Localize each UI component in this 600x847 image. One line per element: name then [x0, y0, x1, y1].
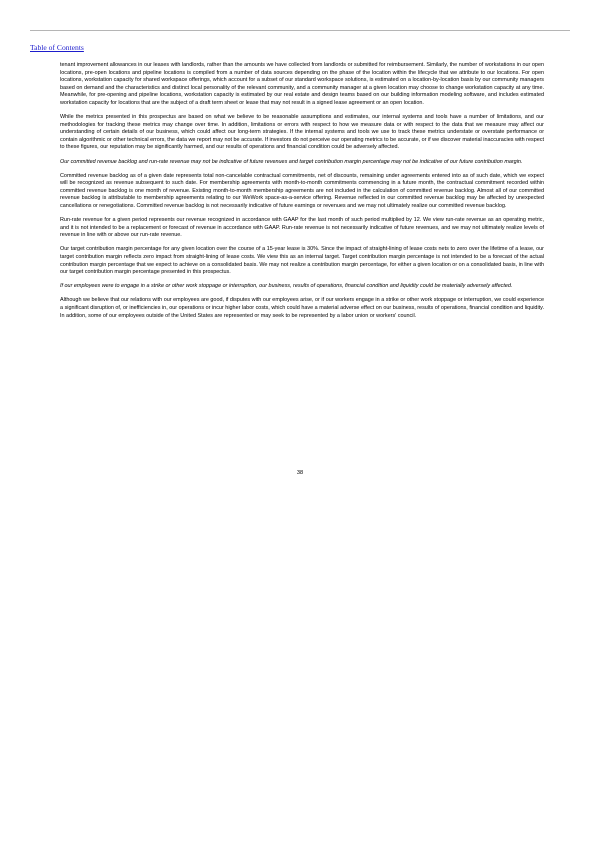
document-body	[60, 62, 544, 327]
table-of-contents-link[interactable]: Table of Contents	[30, 43, 84, 52]
paragraph-run-rate-revenue: Run-rate revenue for a given period represents our revenue recognized in accordance with GAAP for the last month of such period multiplied by 12. We view run-rate revenue as an operating metric, and it is not intended to be a replacement or forecast of revenue in accordance with GAAP. Run-rate revenue is not necessarily indicative of future revenues, and we may not ultimately realize levels of revenue in line with or above our run-rate revenue.	[60, 217, 544, 239]
risk-heading-strike: If our employees were to engage in a strike or other work stoppage or interruption, our business, results of operations, financial condition and liquidity could be materially adversely affected.	[60, 283, 513, 290]
paragraph-metrics-sources: tenant improvement allowances in our leases with landlords, rather than the amounts we have collected from landlords or submitted for reimbursement. Similarly, the number of workstations in our open locations, pre-open locations and pipeline locations is compiled from a number of data sources depending on the phase of the location within the lifecycle that we attribute to our locations. For open locations, workstation capacity for shared workspace offerings, which account for a subset of our standard workspace solutions, is estimated on a location-by-location basis by our community managers based on demand and the characteristics and distinct local personality of the relevant community, and a community manager at a given location may choose to change workstation capacity at any time. Meanwhile, for pre-opening and pipeline locations, workstation capacity is estimated by our real estate and design teams based on our building information modeling software, and includes estimated workstation capacity for locations that are the subject of a draft term sheet or lease that may not result in a signed lease agreement or an open location.	[60, 62, 544, 106]
paragraph-contribution-margin: Our target contribution margin percentage for any given location over the course of a 15-year lease is 30%. Since the impact of straight-lining of lease costs nets to zero over the lifetime of a lease, our target contribution margin reflects zero impact from straight-lining of lease costs. We view this as an internal target. Target contribution margin percentage is not intended to be a forecast of the actual contribution margin percentage that we expect to achieve on a consolidated basis. We may not realize a contribution margin percentage, for either a given location or on a consolidated basis, in line with our target contribution margin percentage presented in this prospectus.	[60, 246, 544, 276]
header-divider	[30, 30, 570, 31]
paragraph-metrics-limitations: While the metrics presented in this prospectus are based on what we believe to be reasonable assumptions and estimates, our internal systems and tools have a number of limitations, and our methodologies for tracking these metrics may change over time. In addition, limitations or errors with respect to how we measure data or with respect to the data that we measure may affect our understanding of certain details of our business, which could affect our long-term strategies. If the internal systems and tools we use to track these metrics understate or overstate performance or contain algorithmic or other technical errors, the data we report may not be accurate. If investors do not perceive our operating metrics to be accurate, or if we discover material inaccuracies with respect to these figures, our reputation may be significantly harmed, and our results of operations and financial condition could be adversely affected.	[60, 114, 544, 151]
paragraph-committed-revenue-backlog: Committed revenue backlog as of a given date represents total non-cancelable contractual commitments, net of discounts, remaining under agreements entered into as of such date, which we expect will be recognized as revenue subsequent to such date. For membership agreements with month-to-month commitments commencing in a future month, the contractual commitment recorded within committed revenue backlog is one month of revenue. Existing month-to-month membership agreements are not included in the calculation of committed revenue backlog. Almost all of our committed revenue backlog is attributable to membership agreements relating to our WeWork space-as-a-service offering. Revenue reflected in our committed revenue backlog may be affected by unexpected cancellations or renegotiations. Committed revenue backlog is not necessarily indicative of future earnings or revenues and we may not ultimately realize our committed revenue backlog.	[60, 172, 544, 209]
page-number: 38	[296, 470, 304, 476]
paragraph-employee-relations: Although we believe that our relations with our employees are good, if disputes with our employees arise, or if our workers engage in a strike or other work stoppage or interruption, we could experience a significant disruption of, or inefficiencies in, our operations or incur higher labor costs, which could have a material adverse effect on our business, results of operations, financial condition and liquidity. In addition, some of our employees outside of the United States are represented or may seek to be represented by a labor union or workers' council.	[60, 297, 544, 319]
risk-heading-backlog: Our committed revenue backlog and run-rate revenue may not be indicative of future revenues and target contribution margin percentage may not be indicative of our future contribution margin.	[60, 158, 523, 165]
